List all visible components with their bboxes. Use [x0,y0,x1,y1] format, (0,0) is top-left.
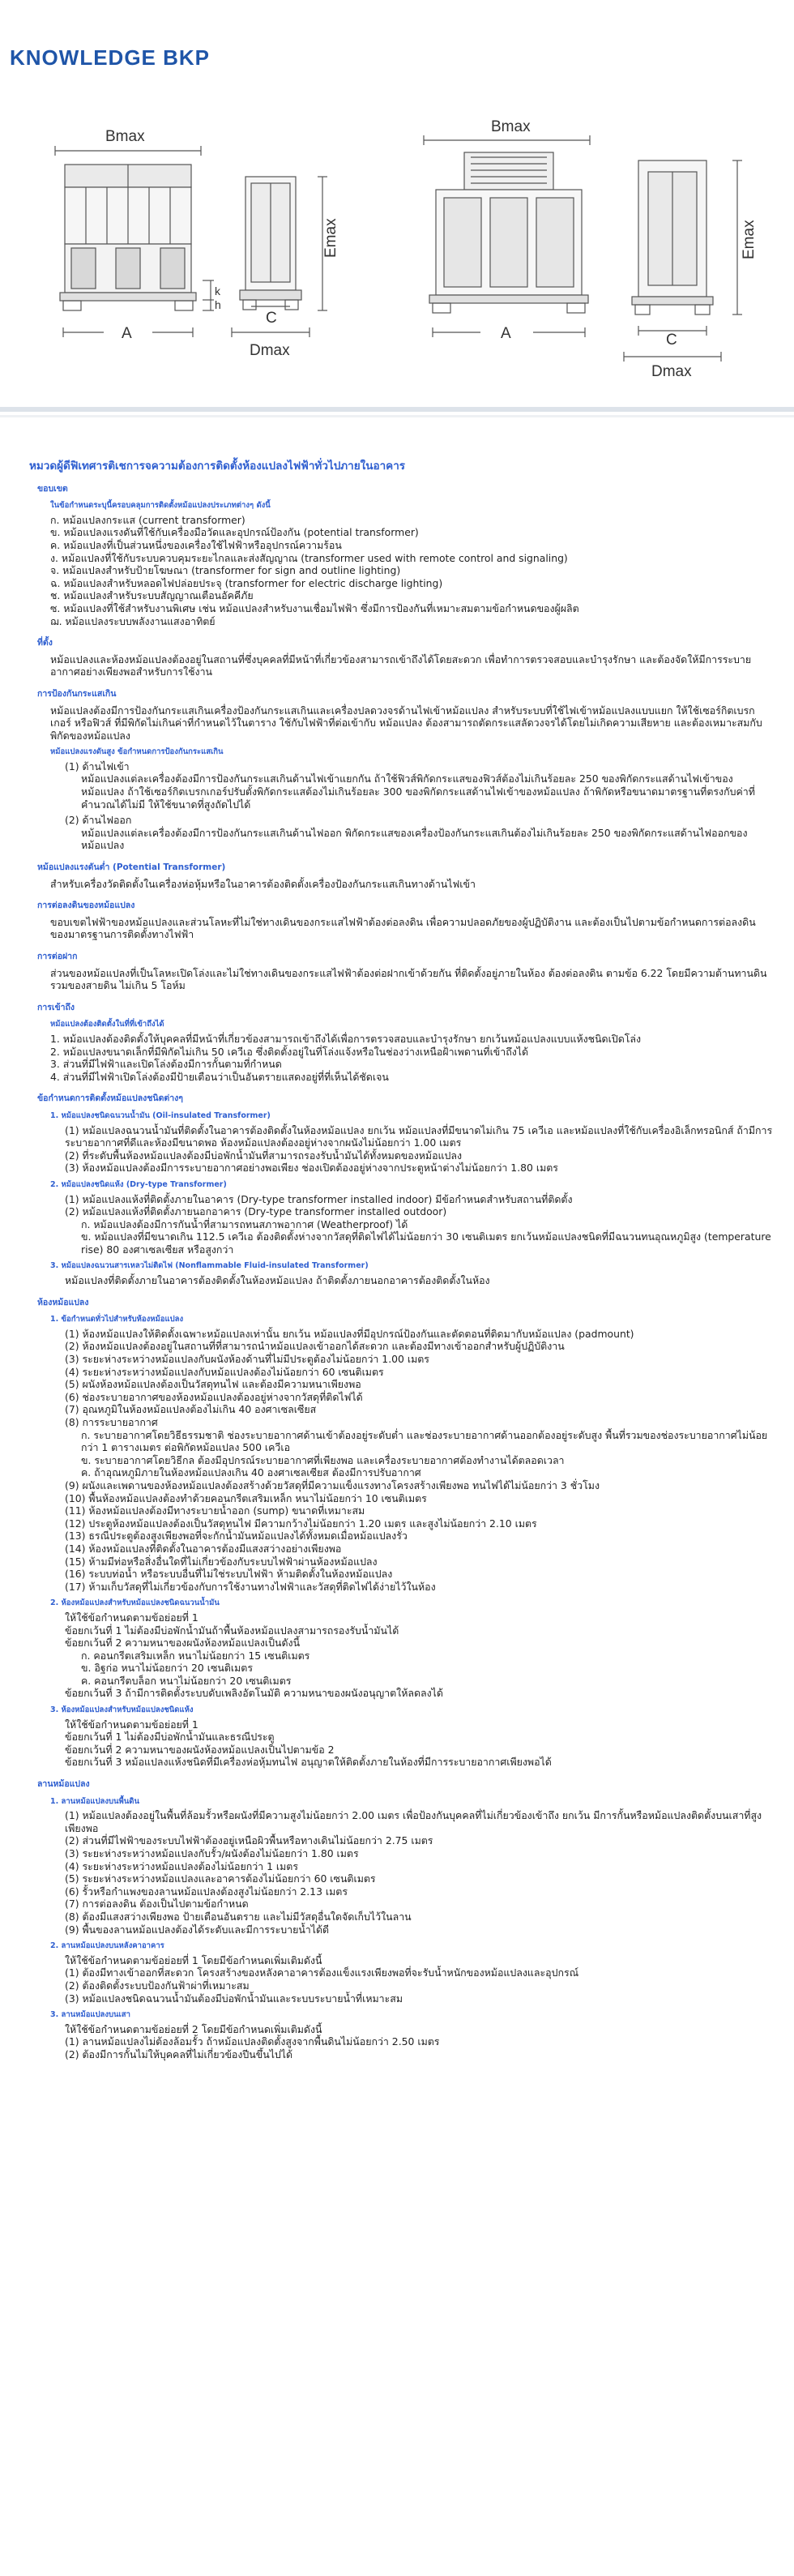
label-emax-right: Emax [741,220,758,259]
list-item: ข้อยกเว้นที่ 3 ถ้ามีการติดตั้งระบบดับเพลิงอัตโนมัติ ความหนาของผนังอนุญาตให้ลดลงได้ [65,1687,443,1700]
list-item: ก. หม้อแปลงต้องมีการกันน้ำที่สามารถทนสภาพอากาศ (Weatherproof) ได้ [81,1217,408,1230]
list [29,1718,773,1769]
section-subtitle: 3. ลานหม้อแปลงบนเสา [50,2010,130,2020]
list-item: (4) ระยะห่างระหว่างหม้อแปลงกับหม้อแปลงต้องไม่น้อยกว่า 60 เซนติเมตร [65,1365,384,1378]
paragraph: (3) ห้องหม้อแปลงต้องมีการระบายอากาศอย่างพอเพียง ช่องเปิดต้องอยู่ห่างจากประตูหน้าต่างไม่น้อยกว่า 1.80 เมตร [65,1162,558,1175]
list-item: ง. หม้อแปลงที่ใช้กับระบบควบคุมระยะไกลและส่งสัญญาณ (transformer used with remote control and signaling) [50,551,568,564]
section-title: การเข้าถึง [37,1002,75,1012]
section-subtitle: 1. ข้อกำหนดทั่วไปสำหรับห้องหม้อแปลง [50,1315,184,1324]
list-item: ให้ใช้ข้อกำหนดตามข้อย่อยที่ 1 [65,1611,198,1624]
list-item: (9) ผนังและเพดานของห้องหม้อแปลงต้องสร้างด้วยวัสดุที่มีความแข็งแรงทางโครงสร้างเพียงพอ ทนไฟได้ไม่น้อยกว่า 3 ชั่วโมง [65,1478,600,1491]
list-item: (6) ช่องระบายอากาศของห้องหม้อแปลงต้องอยู่ห่างจากวัสดุที่ติดไฟได้ [65,1390,363,1403]
list-item: ช. หม้อแปลงสำหรับระบบสัญญาณเตือนอัคคีภัย [50,589,254,602]
list-item: 1. หม้อแปลงต้องติดตั้งให้บุคคลที่มีหน้าที่เกี่ยวข้องสามารถเข้าถึงได้เพื่อการตรวจสอบและบำรุงรักษา ยกเว้นหม้อแปลงแบบแห้งชนิดเปิดโล่ง [50,1032,642,1045]
list-item: (10) พื้นห้องหม้อแปลงต้องทำด้วยคอนกรีตเสริมเหล็ก หนาไม่น้อยกว่า 10 เซนติเมตร [65,1491,427,1504]
paragraph: (1) หม้อแปลงฉนวนน้ำมันที่ติดตั้งในอาคารต้องติดตั้งในห้องหม้อแปลง ยกเว้น หม้อแปลงที่มีขนาดไม่เกิน 75 เควีเอ และหม้อแปลงที่ใช้กับเครื่องอิเล็กทรอนิกส์ ถ้ามีการระบายอากาศที่ดีและห้องมีขนาดพอ ห้องหม้อแปลงต้องอยู่ห่างจากผนังไม่น้อยกว่า 1.00 เมตร [65,1123,773,1149]
list-item: ก. ระบายอากาศโดยวิธีธรรมชาติ ช่องระบายอากาศด้านเข้าต้องอยู่ระดับต่ำ และช่องระบายอากาศด้านออกต้องอยู่ระดับสูง พื้นที่รวมของช่องระบายอากาศไม่น้อยกว่า 1 ตารางเมตร ต่อพิกัดหม้อแปลง 500 เควีเอ [81,1428,768,1454]
list-item: ซ. หม้อแปลงที่ใช้สำหรับงานพิเศษ เช่น หม้อแปลงสำหรับงานเชื่อมไฟฟ้า ซึ่งมีการป้องกันที่เหมาะสมตามข้อกำหนดของผู้ผลิต [50,601,579,614]
list-item: 2. หม้อแปลงขนาดเล็กที่มีพิกัดไม่เกิน 50 เควีเอ ซึ่งติดตั้งอยู่ในที่โล่งแจ้งหรือในช่องว่างเหนือฝ้าเพดานที่เข้าถึงได้ [50,1045,529,1058]
list [29,1611,773,1650]
paragraph: หม้อแปลงแต่ละเครื่องต้องมีการป้องกันกระแสเกินด้านไฟออก พิกัดกระแสของเครื่องป้องกันกระแสเกินต้องไม่เกินร้อยละ 250 ของพิกัดกระแสด้านไฟออกของหม้อแปลง [81,826,748,852]
list-item: (13) ธรณีประตูต้องสูงเพียงพอที่จะกักน้ำมันหม้อแปลงได้ทั้งหมดเมื่อหม้อแปลงรั่ว [65,1530,408,1543]
paragraph: (2) ที่ระดับพื้นห้องหม้อแปลงต้องมีบ่อพักน้ำมันที่สามารถรองรับน้ำมันได้ทั้งหมดของหม้อแปลง [65,1149,463,1162]
list-item: ค. คอนกรีตบล็อก หนาไม่น้อยกว่า 20 เซนติเมตร [81,1674,292,1687]
list-item: ข้อยกเว้นที่ 1 ไม่ต้องมีบ่อพักน้ำมันถ้าพื้นห้องหม้อแปลงสามารถรองรับน้ำมันได้ [65,1624,399,1637]
section-subtitle: 2. หม้อแปลงชนิดแห้ง (Dry-type Transformer) [50,1179,227,1189]
section-subtitle: 1. ลานหม้อแปลงบนพื้นดิน [50,1796,139,1806]
transformer-dimension-diagram [15,88,779,394]
list-item: (2) ต้องมีการกั้นไม่ให้บุคคลที่ไม่เกี่ยวข้องปีนขึ้นไปได้ [65,2048,293,2060]
separator [0,407,794,412]
list-item: (3) ระยะห่างระหว่างหม้อแปลงกับรั้ว/ผนังต้องไม่น้อยกว่า 1.80 เมตร [65,1847,359,1859]
section-subtitle: 2. ลานหม้อแปลงบนหลังคาอาคาร [50,1941,164,1951]
section-title: การต่อลงดินของหม้อแปลง [37,901,135,911]
list-item: ข้อยกเว้นที่ 1 ไม่ต้องมีบ่อพักน้ำมันและธรณีประตู [65,1731,275,1744]
list-item: จ. หม้อแปลงสำหรับป้ายโฆษณา (transformer for sign and outline lighting) [50,564,401,577]
list-item: (7) อุณหภูมิในห้องหม้อแปลงต้องไม่เกิน 40 องศาเซลเซียส [65,1403,317,1416]
label-dmax-right: Dmax [651,363,692,380]
list-item: ข. ระบายอากาศโดยวิธีกล ต้องมีอุปกรณ์ระบายอากาศที่เพียงพอ และเครื่องระบายอากาศต้องทำงานได้ตลอดเวลา [81,1453,565,1466]
list-item: ข. หม้อแปลงแรงดันที่ใช้กับเครื่องมือวัดและอุปกรณ์ป้องกัน (potential transformer) [50,526,419,539]
list [29,1954,773,2005]
list-item: ก. หม้อแปลงกระแส (current transformer) [50,513,245,526]
section-title: ที่ตั้ง [37,638,53,648]
list-item: (3) ระยะห่างระหว่างหม้อแปลงกับผนังห้องด้านที่ไม่มีประตูต้องไม่น้อยกว่า 1.00 เมตร [65,1353,429,1366]
section-subtitle: 3. ห้องหม้อแปลงสำหรับหม้อแปลงชนิดแห้ง [50,1705,194,1715]
section-title: ห้องหม้อแปลง [37,1297,89,1307]
list [29,2023,773,2061]
list-item: (1) ห้องหม้อแปลงให้ติดตั้งเฉพาะหม้อแปลงเท่านั้น ยกเว้น หม้อแปลงที่มีอุปกรณ์ป้องกันและตัดตอนที่ติดมากับหม้อแปลง (padmount) [65,1327,634,1340]
label-h-left: h [215,298,221,311]
paragraph: หม้อแปลงแต่ละเครื่องต้องมีการป้องกันกระแสเกินด้านไฟเข้าแยกกัน ถ้าใช้ฟิวส์พิกัดกระแสของฟิวส์ต้องไม่เกินร้อยละ 250 ของพิกัดกระแสด้านไฟเข้าของหม้อแปลง ถ้าใช้เซอร์กิตเบรกเกอร์ปรับตั้งพิกัดกระแสต้องไม่เกินร้อยละ 300 ของพิกัดกระแสด้านไฟเข้าของหม้อแปลง ถ้าพิกัดหรือขนาดมาตรฐานที่ตรงกับค่าที่คำนวณได้ไม่มี ให้ใช้ขนาดที่สูงถัดไปได้ [81,772,755,811]
doc-title: หมวดผู้ดีฟิเทศารติเชการจความต้องการติดตั้งห้องแปลงไฟฟ้าทั่วไปภายในอาคาร [29,460,406,473]
list-item-heading: (2) ด้านไฟออก [65,814,132,827]
list-item: (5) ระยะห่างระหว่างหม้อแปลงและอาคารต้องไม่น้อยกว่า 60 เซนติเมตร [65,1872,376,1885]
list-item: ข. อิฐก่อ หนาไม่น้อยกว่า 20 เซนติเมตร [81,1662,254,1675]
separator [0,415,794,417]
label-c-left: C [266,310,277,327]
list-item: (1) หม้อแปลงต้องอยู่ในพื้นที่ล้อมรั้วหรือผนังที่มีความสูงไม่น้อยกว่า 2.00 เมตร เพื่อป้องกันบุคคลที่ไม่เกี่ยวข้องเข้าถึง ยกเว้น มีการกั้นหรือหม้อแปลงติดตั้งบนเสาที่สูงเพียงพอ [65,1809,762,1834]
section-title: ขอบเขต [37,483,68,494]
section-title: ลานหม้อแปลง [37,1779,90,1790]
paragraph: ส่วนของหม้อแปลงที่เป็นโลหะเปิดโล่งและไม่ใช่ทางเดินของกระแสไฟฟ้าต้องต่อฝากเข้าด้วยกัน ที่ติดตั้งอยู่ภายในห้อง ต้องต่อลงดิน ตามข้อ 6.22 โดยมีความต้านทานดินรวมของสายดิน ไม่เกิน 5 โอห์ม [50,966,767,992]
list-item: 4. ส่วนที่มีไฟฟ้าเปิดโล่งต้องมีป้ายเตือนว่าเป็นอันตรายแสดงอยู่ที่ที่เห็นได้ชัดเจน [50,1070,389,1083]
list-item: (2) ห้องหม้อแปลงต้องอยู่ในสถานที่ที่สามารถนำหม้อแปลงเข้าออกได้สะดวก และต้องมีทางเข้าออกสำหรับผู้ปฏิบัติงาน [65,1340,565,1353]
label-k-left: k [215,285,220,297]
section-subtitle: หม้อแปลงแรงดันสูง ข้อกำหนดการป้องกันกระแสเกิน [50,747,224,757]
list-item: (1) ลานหม้อแปลงไม่ต้องล้อมรั้ว ถ้าหม้อแปลงติดตั้งสูงจากพื้นดินไม่น้อยกว่า 2.50 เมตร [65,2035,440,2048]
list-item: (1) ต้องมีทางเข้าออกที่สะดวก โครงสร้างของหลังคาอาคารต้องแข็งแรงเพียงพอที่จะรับน้ำหนักของหม้อแปลงและอุปกรณ์ [65,1966,579,1979]
list-item: (8) ต้องมีแสงสว่างเพียงพอ ป้ายเตือนอันตราย และไม่มีวัสดุอื่นใดจัดเก็บไว้ในลาน [65,1910,412,1923]
section-subtitle: 1. หม้อแปลงชนิดฉนวนน้ำมัน (Oil-insulated Transformer) [50,1110,271,1120]
list-item: ให้ใช้ข้อกำหนดตามข้อย่อยที่ 2 โดยมีข้อกำหนดเพิ่มเติมดังนี้ [65,2022,322,2035]
list-item: (8) การระบายอากาศ [65,1416,158,1428]
list-item: (9) พื้นของลานหม้อแปลงต้องได้ระดับและมีการระบายน้ำได้ดี [65,1923,330,1936]
list-item: (17) ห้ามเก็บวัสดุที่ไม่เกี่ยวข้องกับการใช้งานทางไฟฟ้าและวัสดุที่ติดไฟได้ง่ายไว้ในห้อง [65,1580,436,1593]
label-emax-left: Emax [322,218,339,258]
document-body [29,460,773,2061]
section-subtitle: 2. ห้องหม้อแปลงสำหรับหม้อแปลงชนิดฉนวนน้ำมัน [50,1598,220,1608]
list-item: ค. หม้อแปลงที่เป็นส่วนหนึ่งของเครื่องใช้ไฟฟ้าหรืออุปกรณ์ความร้อน [50,538,342,551]
list [29,1809,773,1936]
list-item: (5) ผนังห้องหม้อแปลงต้องเป็นวัสดุทนไฟ และต้องมีความหนาเพียงพอ [65,1378,361,1391]
list-item: (16) ระบบท่อน้ำ หรือระบบอื่นที่ไม่ใช่ระบบไฟฟ้า ห้ามติดตั้งในห้องหม้อแปลง [65,1568,393,1581]
list-item: ค. ถ้าอุณหภูมิภายในห้องหม้อแปลงเกิน 40 องศาเซลเซียส ต้องมีการปรับอากาศ [81,1466,421,1479]
list-item: (2) ส่วนที่มีไฟฟ้าของระบบไฟฟ้าต้องอยู่เหนือผิวพื้นหรือทางเดินไม่น้อยกว่า 2.75 เมตร [65,1834,433,1847]
list-item: (6) รั้วหรือกำแพงของลานหม้อแปลงต้องสูงไม่น้อยกว่า 2.13 เมตร [65,1885,348,1898]
list-item: (2) ต้องติดตั้งระบบป้องกันฟ้าผ่าที่เหมาะสม [65,1979,250,1992]
list-item: ฌ. หม้อแปลงระบบพลังงานแสงอาทิตย์ [50,614,216,627]
list-item: (11) ห้องหม้อแปลงต้องมีทางระบายน้ำออก (sump) ขนาดที่เหมาะสม [65,1504,365,1517]
paragraph: หม้อแปลงต้องมีการป้องกันกระแสเกินเครื่องป้องกันกระแสเกินและเครื่องปลดวงจรด้านไฟเข้าหม้อแปลง สำหรับระบบที่ใช้ไฟเข้าหม้อแปลงแบบแยก ให้ใช้เซอร์กิตเบรกเกอร์ หรือฟิวส์ ที่มีพิกัดไม่เกินค่าที่กำหนดไว้ในตาราง ใช้กับไฟฟ้าที่ต่อเข้ากับ หม้อแปลง ต้องสามารถตัดกระแสลัดวงจรได้โดยไม่เกิดความเสียหาย และต้องเหมาะสมกับพิกัดของหม้อแปลง [50,704,762,742]
paragraph: สำหรับเครื่องวัดติดตั้งในเครื่องห่อหุ้มหรือในอาคารต้องติดตั้งเครื่องป้องกันกระแสเกินทางด้านไฟเข้า [50,877,476,890]
list-item: 3. ส่วนที่มีไฟฟ้าและเปิดโล่งต้องมีการกั้นตามที่กำหนด [50,1058,282,1071]
label-a-right: A [501,325,511,342]
label-c-right: C [666,332,677,349]
list-item-heading: (1) ด้านไฟเข้า [65,760,130,772]
list-item: (4) ระยะห่างระหว่างหม้อแปลงต้องไม่น้อยกว่า 1 เมตร [65,1859,298,1872]
list [29,1650,773,1688]
label-a-left: A [122,325,132,342]
brand-logo: KNOWLEDGE BKP [10,45,210,70]
label-bmax-right: Bmax [491,118,531,135]
list [29,1479,773,1593]
section-title: การป้องกันกระแสเกิน [37,688,117,699]
section-subtitle: ในข้อกำหนดระบุนี้ครอบคลุมการติดตั้งหม้อแปลงประเภทต่างๆ ดังนี้ [50,501,271,511]
label-bmax-left: Bmax [105,128,145,145]
list-item: ให้ใช้ข้อกำหนดตามข้อย่อยที่ 1 [65,1718,198,1731]
list-item: ฉ. หม้อแปลงสำหรับหลอดไฟปล่อยประจุ (transformer for electric discharge lighting) [50,576,443,589]
paragraph: ขอบเขตไฟฟ้าของหม้อแปลงและส่วนโลหะที่ไม่ใช่ทางเดินของกระแสไฟฟ้าต้องต่อลงดิน เพื่อความปลอดภัยของผู้ปฏิบัติงาน และต้องเป็นไปตามข้อกำหนดการต่อลงดินของมาตรฐานการติดตั้งทางไฟฟ้า [50,915,756,941]
list-item: ข. หม้อแปลงที่มีขนาดเกิน 112.5 เควีเอ ต้องติดตั้งห่างจากวัสดุที่ติดไฟได้ไม่น้อยกว่า 30 เซนติเมตร ยกเว้นหม้อแปลงชนิดที่มีฉนวนทนอุณหภูมิสูง (temperature rise) 80 องศาเซลเซียส หรือสูงกว่า [81,1230,771,1256]
list-item: (15) ห้ามมีท่อหรือสิ่งอื่นใดที่ไม่เกี่ยวข้องกับระบบไฟฟ้าผ่านห้องหม้อแปลง [65,1555,378,1568]
section-subtitle: 3. หม้อแปลงฉนวนสารเหลวไม่ติดไฟ (Nonflammable Fluid-insulated Transformer) [50,1261,369,1271]
section-subtitle: หม้อแปลงต้องติดตั้งในที่ที่เข้าถึงได้ [50,1020,164,1029]
list-item: (7) การต่อลงดิน ต้องเป็นไปตามข้อกำหนด [65,1898,249,1911]
section-title: หม้อแปลงแรงดันต่ำ (Potential Transformer) [37,862,226,873]
label-dmax-left: Dmax [250,342,290,359]
list-item: (3) หม้อแปลงชนิดฉนวนน้ำมันต้องมีบ่อพักน้ำมันและระบบระบายน้ำที่เหมาะสม [65,1992,403,2005]
list-item: ข้อยกเว้นที่ 2 ความหนาของผนังห้องหม้อแปลงเป็นดังนี้ [65,1637,301,1650]
list-item: ให้ใช้ข้อกำหนดตามข้อย่อยที่ 1 โดยมีข้อกำหนดเพิ่มเติมดังนี้ [65,1953,322,1966]
list-item: ก. คอนกรีตเสริมเหล็ก หนาไม่น้อยกว่า 15 เซนติเมตร [81,1649,310,1662]
list-item: (12) ประตูห้องหม้อแปลงต้องเป็นวัสดุทนไฟ มีความกว้างไม่น้อยกว่า 1.20 เมตร และสูงไม่น้อยกว่า 2.10 เมตร [65,1517,537,1530]
list-item: (1) หม้อแปลงแห้งที่ติดตั้งภายในอาคาร (Dry-type transformer installed indoor) มีข้อกำหนดสำหรับสถานที่ติดตั้ง [65,1192,573,1205]
list [29,1033,773,1083]
paragraph: หม้อแปลงที่ติดตั้งภายในอาคารต้องติดตั้งในห้องหม้อแปลง ถ้าติดตั้งภายนอกอาคารต้องติดตั้งในห้อง [65,1274,490,1287]
list [29,1429,773,1479]
list [29,514,773,627]
list-item: ข้อยกเว้นที่ 3 หม้อแปลงแห้งชนิดที่มีเครื่องห่อหุ้มทนไฟ อนุญาตให้ติดตั้งภายในห้องที่มีการระบายอากาศเพียงพอได้ [65,1756,552,1769]
paragraph: หม้อแปลงและห้องหม้อแปลงต้องอยู่ในสถานที่ซึ่งบุคคลที่มีหน้าที่เกี่ยวข้องสามารถเข้าถึงได้โดยสะดวก เพื่อทำการตรวจสอบและบำรุงรักษา และต้องจัดให้มีการระบายอากาศอย่างเพียงพอสำหรับการใช้งาน [50,653,752,678]
list-item: (14) ห้องหม้อแปลงที่ติดตั้งในอาคารต้องมีแสงสว่างอย่างเพียงพอ [65,1542,342,1555]
list [29,1328,773,1429]
section-title: ข้อกำหนดการติดตั้งหม้อแปลงชนิดต่างๆ [37,1093,183,1104]
list-item: (2) หม้อแปลงแห้งที่ติดตั้งภายนอกอาคาร (Dry-type transformer installed outdoor) [65,1205,447,1218]
list-item: ข้อยกเว้นที่ 2 ความหนาของผนังห้องหม้อแปลงเป็นไปตามข้อ 2 [65,1743,335,1756]
section-title: การต่อฝาก [37,952,78,961]
